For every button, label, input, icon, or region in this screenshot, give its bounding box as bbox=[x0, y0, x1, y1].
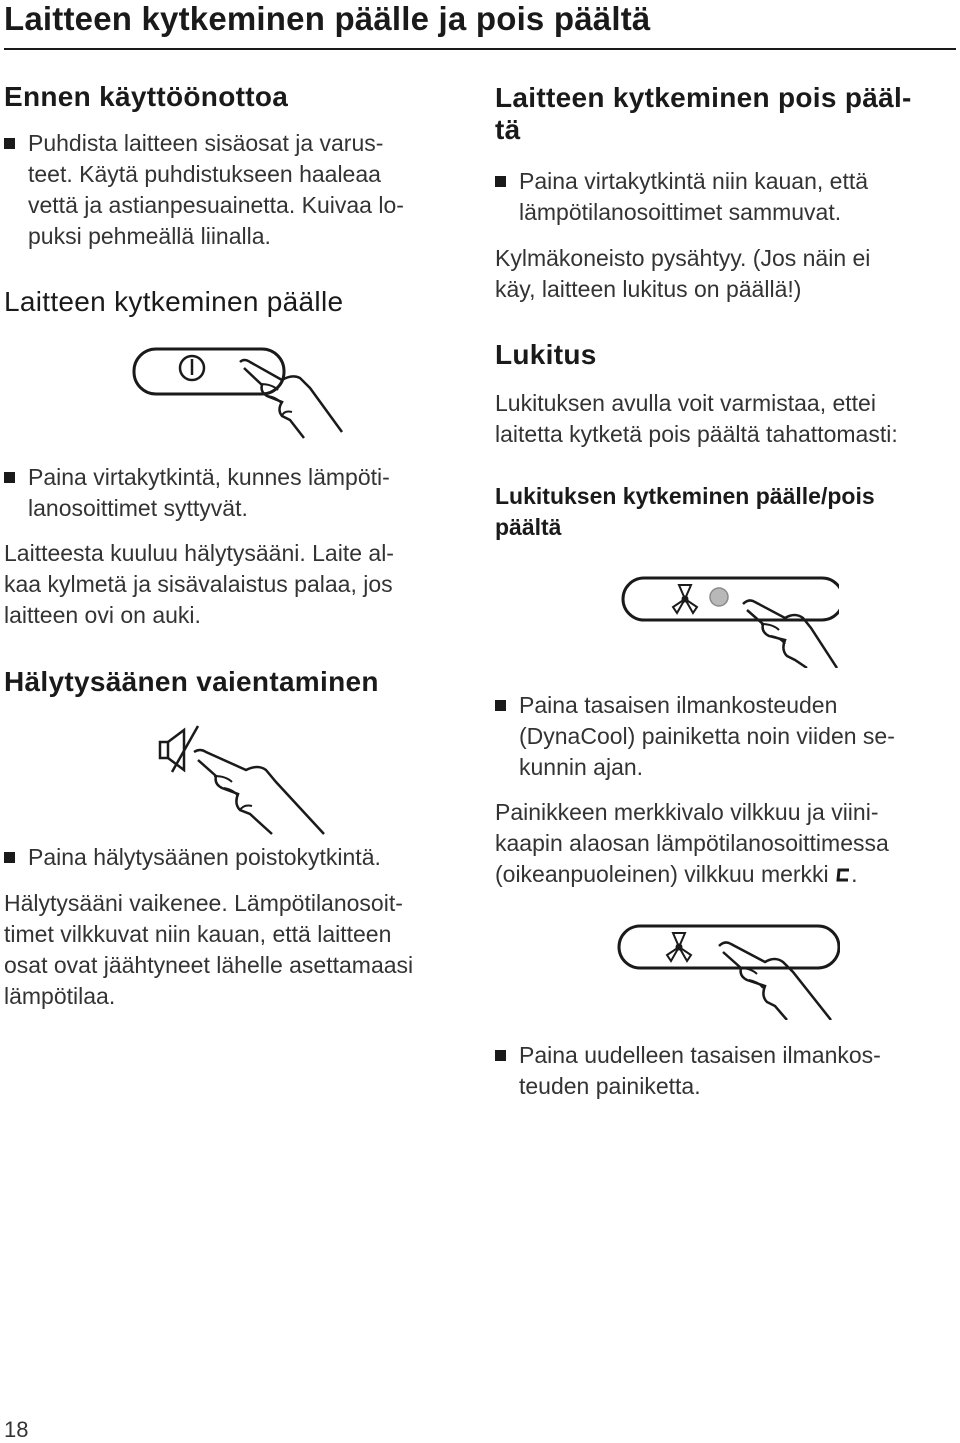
line: (oikeanpuoleinen) vilkkuu merkki bbox=[495, 861, 829, 887]
page-number: 18 bbox=[4, 1417, 29, 1442]
line: Hälytysääni vaikenee. Lämpötilanosoit- bbox=[4, 890, 403, 916]
line: teuden painiketta. bbox=[519, 1073, 701, 1099]
subheading-lock-toggle bbox=[495, 481, 875, 543]
line: laitetta kytketä pois päältä tahattomasti: bbox=[495, 421, 898, 447]
line: Laitteesta kuuluu hälytysääni. Laite al- bbox=[4, 540, 394, 566]
bullet-hold-power bbox=[495, 166, 868, 228]
line: lanosoittimet syttyvät. bbox=[28, 495, 248, 521]
alarm-mute-paragraph bbox=[4, 888, 413, 1012]
page-title: Laitteen kytkeminen päälle ja pois päältä bbox=[4, 0, 651, 37]
bullet-press-dynacool-again bbox=[495, 1040, 881, 1102]
dynacool-button-hand-illustration bbox=[619, 572, 839, 668]
bullet-square-icon bbox=[4, 852, 15, 863]
line: vettä ja astianpesuainetta. Kuivaa lo- bbox=[28, 192, 404, 218]
heading-lock: Lukitus bbox=[495, 339, 597, 370]
line: Laitteen kytkeminen pois pääl- bbox=[495, 82, 912, 113]
bullet-press-mute bbox=[4, 842, 381, 873]
line: . bbox=[851, 861, 858, 887]
line: timet vilkkuvat niin kauan, että laitteen bbox=[4, 921, 392, 947]
line: Lukituksen kytkeminen päälle/pois bbox=[495, 483, 875, 509]
line: (DynaCool) painiketta noin viiden se- bbox=[519, 723, 895, 749]
heading-switch-on: Laitteen kytkeminen päälle bbox=[4, 286, 344, 317]
line: kaapin alaosan lämpötilanosoittimessa bbox=[495, 830, 889, 856]
line: Kylmäkoneisto pysähtyy. (Jos näin ei bbox=[495, 245, 871, 271]
indicator-light-icon bbox=[710, 588, 728, 606]
line: osat ovat jäähtyneet lähelle asettamaasi bbox=[4, 952, 414, 978]
line: Painikkeen merkkivalo vilkkuu ja viini- bbox=[495, 799, 879, 825]
bullet-square-icon bbox=[495, 1050, 506, 1061]
line: Paina uudelleen tasaisen ilmankos- bbox=[519, 1042, 881, 1068]
heading-before-use: Ennen käyttöönottoa bbox=[4, 81, 289, 112]
bullet-square-icon bbox=[495, 700, 506, 711]
fan-icon bbox=[673, 585, 697, 613]
lock-symbol-icon bbox=[835, 864, 851, 884]
bullet-square-icon bbox=[4, 138, 15, 149]
line: laitteen ovi on auki. bbox=[4, 602, 201, 628]
line: lämpötilaa. bbox=[4, 983, 116, 1009]
bullet-square-icon bbox=[495, 176, 506, 187]
dynacool-button-hand-illustration-2 bbox=[615, 920, 840, 1020]
alarm-mute-hand-illustration bbox=[154, 724, 354, 836]
line: käy, laitteen lukitus on päällä!) bbox=[495, 276, 802, 302]
line: Paina virtakytkintä, kunnes lämpöti- bbox=[28, 464, 390, 490]
switch-on-paragraph bbox=[4, 538, 394, 631]
line: puksi pehmeällä liinalla. bbox=[28, 223, 271, 249]
heading-alarm-mute: Hälytysäänen vaientaminen bbox=[4, 666, 379, 697]
line: teet. Käytä puhdistukseen haaleaa bbox=[28, 161, 381, 187]
line: Paina virtakytkintä niin kauan, että bbox=[519, 168, 869, 194]
line: kaa kylmetä ja sisävalaistus palaa, jos bbox=[4, 571, 393, 597]
switch-off-paragraph bbox=[495, 243, 870, 305]
bullet-press-dynacool bbox=[495, 690, 895, 783]
line: Lukituksen avulla voit varmistaa, ettei bbox=[495, 390, 876, 416]
fan-icon bbox=[667, 933, 691, 961]
line: kunnin ajan. bbox=[519, 754, 644, 780]
lock-blink-paragraph bbox=[495, 797, 889, 890]
lock-intro-paragraph bbox=[495, 388, 898, 450]
line: Paina hälytysäänen poistokytkintä. bbox=[28, 844, 381, 870]
power-button-hand-illustration bbox=[132, 340, 347, 440]
line: Puhdista laitteen sisäosat ja varus- bbox=[28, 130, 384, 156]
bullet-press-power bbox=[4, 462, 390, 524]
heading-switch-off bbox=[495, 82, 912, 146]
line: tä bbox=[495, 114, 521, 145]
line: Paina tasaisen ilmankosteuden bbox=[519, 692, 838, 718]
line: päältä bbox=[495, 514, 562, 540]
bullet-clean-interior bbox=[4, 128, 404, 252]
bullet-square-icon bbox=[4, 472, 15, 483]
line: lämpötilanosoittimet sammuvat. bbox=[519, 199, 842, 225]
page-header bbox=[4, 0, 956, 50]
